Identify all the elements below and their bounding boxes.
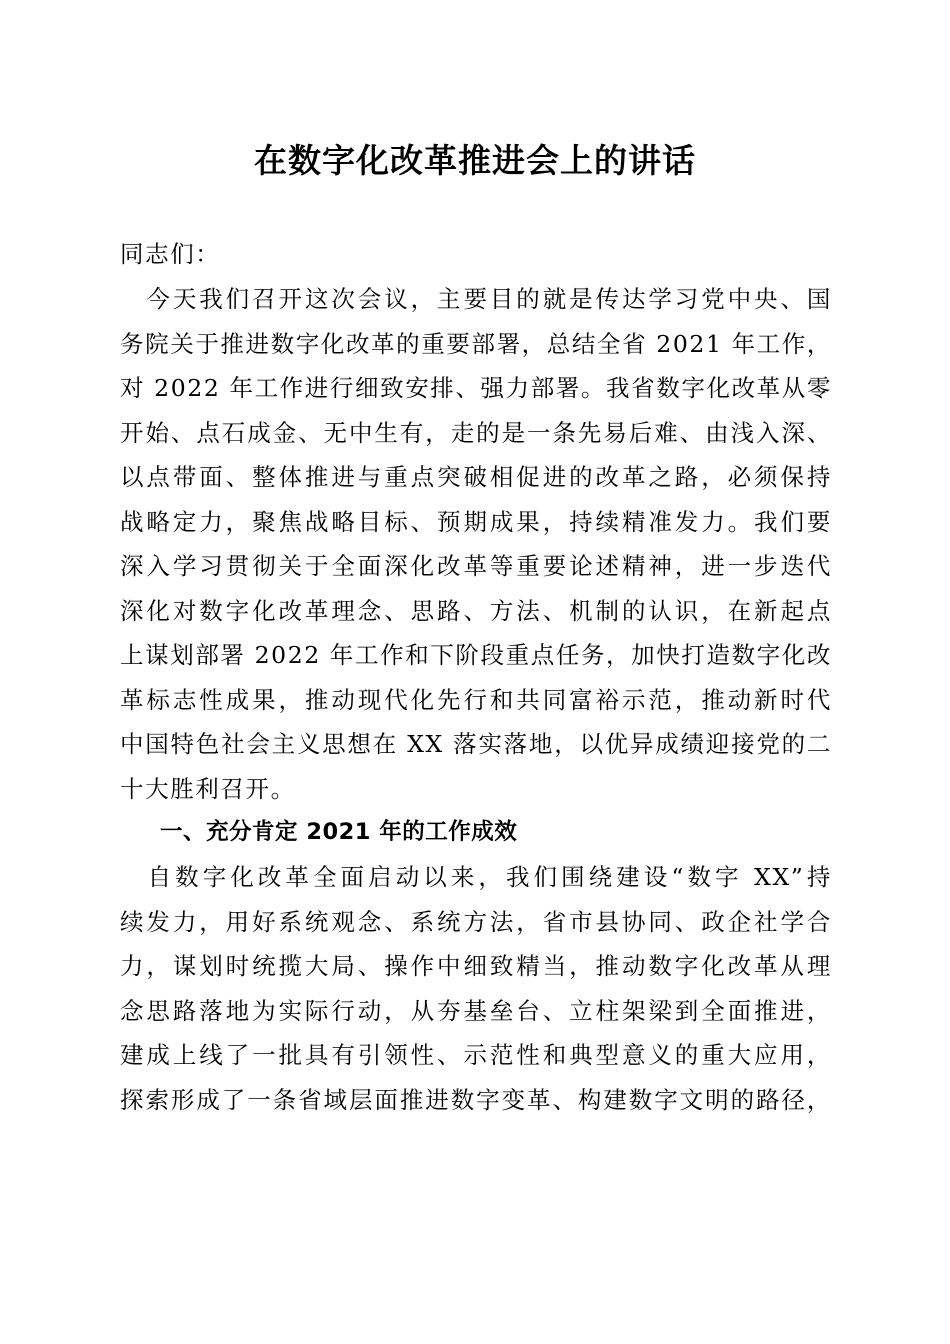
paragraph-line: 战略定力，聚焦战略目标、预期成果，持续精准发力。我们要: [120, 507, 832, 536]
paragraph-line: 深化对数字化改革理念、思路、方法、机制的认识，在新起点: [120, 596, 832, 625]
document-title: 在数字化改革推进会上的讲话: [254, 141, 696, 180]
paragraph-1: [120, 277, 832, 811]
paragraph-line: 探索形成了一条省域层面推进数字变革、构建数字文明的路径，: [120, 1085, 832, 1114]
paragraph-line: 续发力，用好系统观念、系统方法，省市县协同、政企社学合: [120, 907, 832, 936]
paragraph-line: 念思路落地为实际行动，从夯基垒台、立柱架梁到全面推进，: [120, 996, 832, 1025]
paragraph-line: 对 2022 年工作进行细致安排、强力部署。我省数字化改革从零: [120, 374, 832, 402]
paragraph-line: 革标志性成果，推动现代化先行和共同富裕示范，推动新时代: [120, 685, 832, 714]
salutation: 同志们：: [120, 240, 221, 268]
paragraph-line: 十大胜利召开。: [120, 774, 296, 803]
paragraph-2: [120, 855, 832, 1122]
paragraph-line: 上谋划部署 2022 年工作和下阶段重点任务，加快打造数字化改: [120, 641, 832, 669]
paragraph-line: 建成上线了一批具有引领性、示范性和典型意义的重大应用，: [120, 1041, 832, 1069]
paragraph-line: 开始、点石成金、无中生有，走的是一条先易后难、由浅入深、: [120, 418, 832, 447]
paragraph-line: 以点带面、整体推进与重点突破相促进的改革之路，必须保持: [120, 463, 832, 491]
paragraph-line: 深入学习贯彻关于全面深化改革等重要论述精神，进一步迭代: [120, 552, 832, 580]
paragraph-line: 自数字化改革全面启动以来，我们围绕建设“数字 XX”持: [120, 863, 832, 891]
paragraph-line: 中国特色社会主义思想在 XX 落实落地，以优异成绩迎接党的二: [120, 730, 832, 758]
section-heading-1: 一、充分肯定 2021 年的工作成效: [160, 819, 518, 845]
paragraph-line: 力，谋划时统揽大局、操作中细致精当，推动数字化改革从理: [120, 952, 832, 980]
paragraph-line: 今天我们召开这次会议，主要目的就是传达学习党中央、国: [120, 285, 832, 313]
paragraph-line: 务院关于推进数字化改革的重要部署，总结全省 2021 年工作，: [120, 329, 832, 358]
